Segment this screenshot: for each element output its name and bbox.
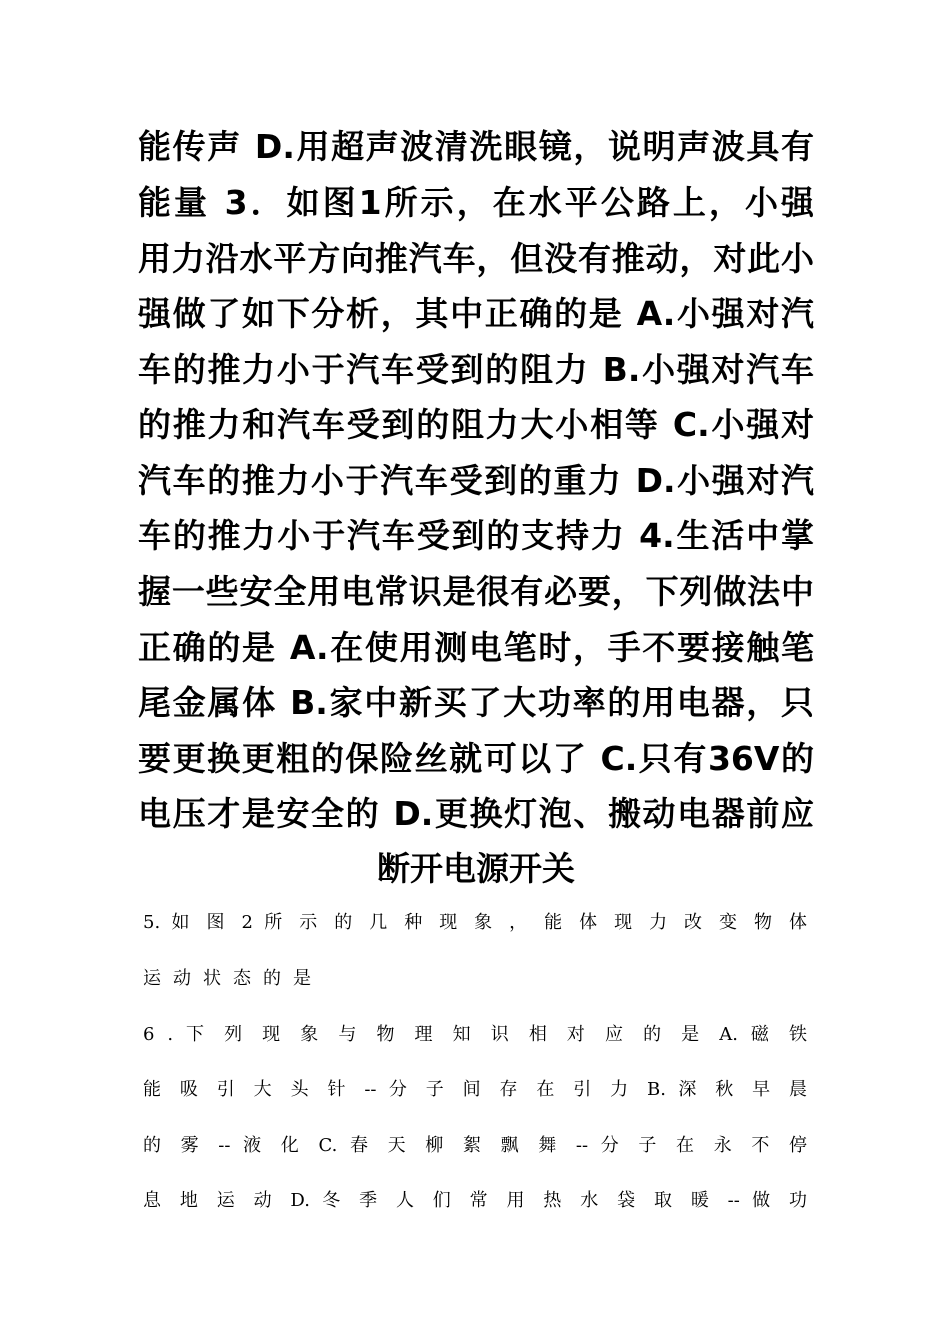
text-line-7: 汽车的推力小于汽车受到的重力 D.小强对汽 [138,461,814,500]
small-text-line-1: 5. 如 图 2 所 示 的 几 种 现 象 ， 能 体 现 力 改 变 物 体 [143,912,807,933]
text-line-12: 要更换更粗的保险丝就可以了 C.只有36V的 [138,739,814,778]
text-line-2: 能量 3．如图1所示，在水平公路上，小强 [138,183,814,222]
small-text-line-6: 息 地 运 动 D. 冬 季 人 们 常 用 热 水 袋 取 暖 -- 做 功 [143,1190,807,1211]
small-text-line-4: 能 吸 引 大 头 针 -- 分 子 间 存 在 引 力 B. 深 秋 早 晨 [143,1079,807,1100]
small-text-line-5: 的 雾 -- 液 化 C. 春 天 柳 絮 飘 舞 -- 分 子 在 永 不 停 [143,1135,807,1156]
small-text-line-3: 6 . 下 列 现 象 与 物 理 知 识 相 对 应 的 是 A. 磁 铁 [143,1024,807,1045]
text-line-4: 强做了如下分析，其中正确的是 A.小强对汽 [138,294,814,333]
text-line-1: 能传声 D.用超声波清洗眼镜，说明声波具有 [138,127,814,166]
text-line-11: 尾金属体 B.家中新买了大功率的用电器，只 [138,683,814,722]
text-line-6: 的推力和汽车受到的阻力大小相等 C.小强对 [138,405,814,444]
text-line-8: 车的推力小于汽车受到的支持力 4.生活中掌 [138,516,814,555]
text-line-centered: 断开电源开关 [377,849,575,888]
text-line-10: 正确的是 A.在使用测电笔时，手不要接触笔 [138,628,814,667]
text-line-9: 握一些安全用电常识是很有必要，下列做法中 [138,572,814,611]
text-line-13: 电压才是安全的 D.更换灯泡、搬动电器前应 [138,794,814,833]
small-text-line-2: 运动状态的是 [143,968,323,989]
text-line-3: 用力沿水平方向推汽车，但没有推动，对此小 [138,239,814,278]
text-line-5: 车的推力小于汽车受到的阻力 B.小强对汽车 [138,350,814,389]
